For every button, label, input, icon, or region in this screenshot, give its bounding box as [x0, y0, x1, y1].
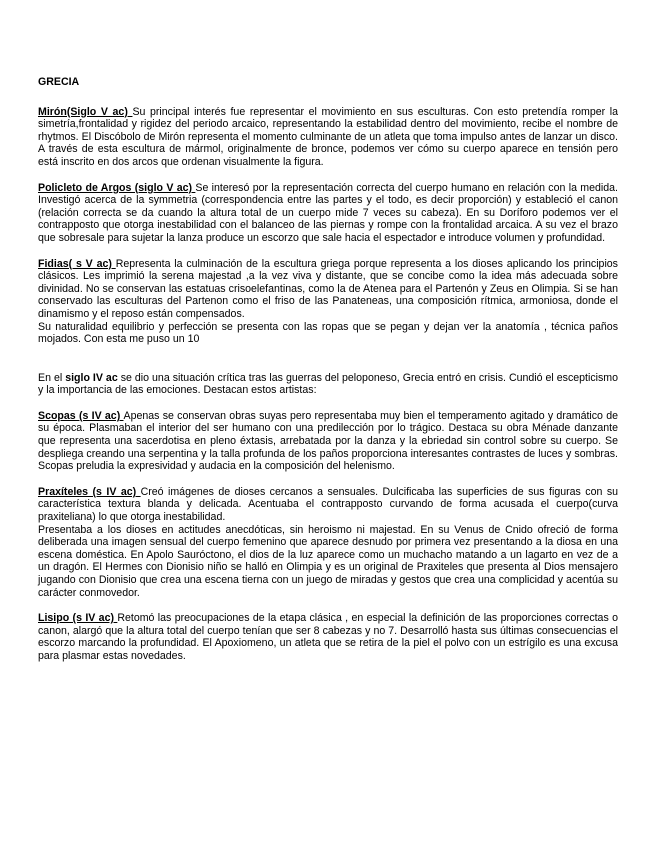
document-title: GRECIA [38, 76, 80, 88]
section-policleto [38, 182, 618, 245]
section-fidias [38, 258, 618, 346]
section-text-continued: Presentaba a los dioses en actitudes anecdóticas, sin heroismo ni majestad. En su Venus de Cnido ofreció de forma deliberada una imagen sensual del cuerpo femenino que aparece desnudo por primera vez presentando a la diosa en una escena doméstica. En Apolo Sauróctono, el dios de la luz aparece como un muchacho matando a un lagarto en vez de a un dragón. El Hermes con Dionisio niño se halló en Olimpia y es un original de Praxiteles que presenta al Dios mensajero jugando con Dionisio que crea una escena tierna con un juego de miradas y gestos que crea una complicidad y acentúa su carácter conmovedor. [38, 523, 618, 599]
document-page [38, 76, 618, 676]
spacer [38, 359, 618, 372]
section-text: Representa la culminación de la escultura griega porque representa a los dioses aplicando los principios clásicos. Les imprimió la serena majestad ,a la vez viva y distante, que se concibe como la idea más adecuada sobre divinidad. No se conservan las estatuas crisoelefantinas, como la de Atenea para el Partenón y Zeus en Olimpia. Si se han conservado las esculturas del Partenon como el friso de las Panateneas, una composición rítmica, armoniosa, donde el dinamismo y el reposo están compensados. [38, 257, 618, 320]
section-text-continued: Su naturalidad equilibrio y perfección se presenta con las ropas que se pegan y dejan ver la anatomía , técnica paños mojados. Con esta me puso un 10 [38, 320, 618, 346]
section-heading: Praxíteles (s IV ac) [38, 485, 141, 498]
section-heading: Policleto de Argos (siglo V ac) [38, 181, 196, 194]
intro-century: siglo IV ac [65, 371, 118, 384]
section-heading: Lisipo (s IV ac) [38, 612, 118, 625]
section-text: Creó imágenes de dioses cercanos a sensuales. Dulcificaba las superficies de sus figuras con su característica textura blanda y delicada. Acentuaba el contrapposto curvando de forma acusada el cuerpo(curva praxiteliana) lo que otorga inestabilidad. [38, 485, 619, 524]
intro-post: se dio una situación crítica tras las guerras del peloponeso, Grecia entró en crisis. Cundió el escepticismo y la importancia de las emociones. Destacan estos artistas: [38, 371, 618, 397]
section-lisipo [38, 612, 618, 662]
intro-paragraph [38, 372, 618, 397]
section-scopas [38, 410, 618, 473]
section-text: Su principal interés fue representar el movimiento en sus esculturas. Con esto pretendía romper la simetría,frontalidad y rigidez del periodo arcaico, representando la estabilidad dentro del movimiento, recibe el nombre de rhytmos. El Discóbolo de Mirón representa el momento culminante de un atleta que toma impulso antes de lanzar un disco. A través de esta escultura de mármol, originalmente de bronce, podemos ver cómo su cuerpo aparece en tensión pero está inscrito en dos arcos que ordenan visualmente la figura. [38, 105, 618, 168]
intro-pre: En el [38, 371, 66, 384]
section-text: Retomó las preocupaciones de la etapa clásica , en especial la definición de las proporciones correctas o canon, alargó que la altura total del cuerpo tenían que ser 8 cabezas y no 7. Desarrolló hasta sus últimas consecuencias el escorzo marcando la profundidad. El Apoxiomeno, un atleta que se retira de la piel el polvo con un estrígilo es una excusa para plasmar estas novedades. [38, 612, 618, 662]
section-heading: Scopas (s IV ac) [38, 409, 124, 422]
section-heading: Mirón(Siglo V ac) [38, 105, 133, 118]
section-text: Se interesó por la representación correcta del cuerpo humano en relación con la medida. Investigó acerca de la symmetria (correspondencia entre las partes y el todo, es decir proporción) y estableció el canon (relación correcta se da cuando la altura total de un cuerpo mide 7 veces su cabeza). En su Doríforo podemos ver el contrapposto que otorga inestabilidad con el balanceo de las piernas y rompe con la frontalidad arcaica. A su vez el brazo que sobresale para sujetar la lanza produce un escorzo que sale hacia el espectador e introduce volumen y profundidad. [38, 181, 618, 244]
section-praxiteles [38, 486, 618, 599]
section-miron [38, 106, 618, 169]
section-text: Apenas se conservan obras suyas pero representaba muy bien el temperamento agitado y dramático de su época. Plasmaban el interior del ser humano con una predilección por lo trágico. Destaca su obra Ménade danzante que representa una sacerdotisa en pleno éxtasis, arrebatada por la danza y la ebriedad sin control sobre su cuerpo. Se despliega creando una serpentina y la talla profunda de los paños proporciona interesantes contrastes de luces y sombras. Scopas preludia la expresividad y audacia en la composición del helenismo. [38, 409, 618, 473]
section-heading: Fidias( s V ac) [38, 257, 116, 270]
